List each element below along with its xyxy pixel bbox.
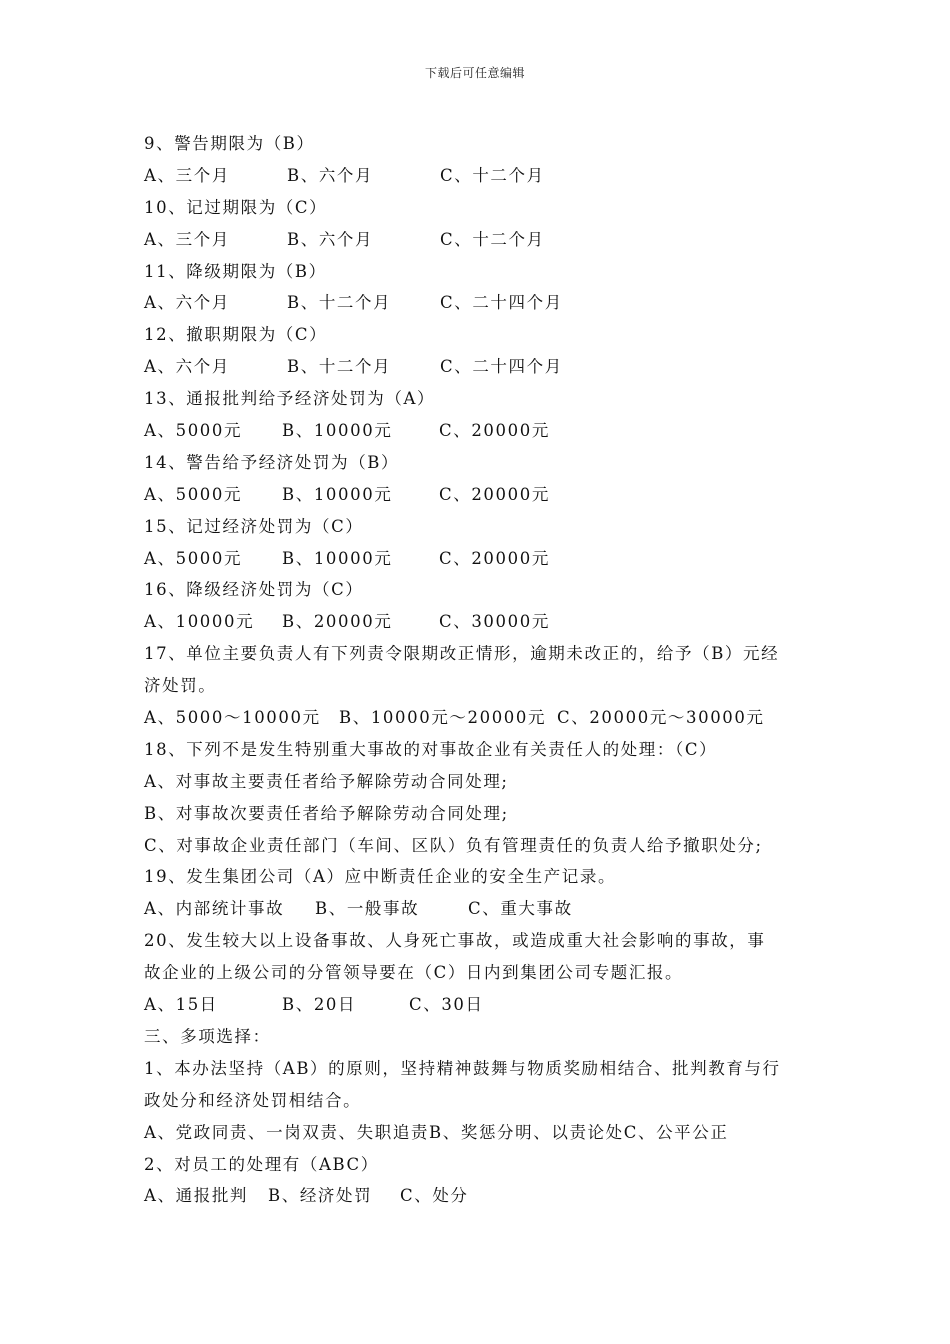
question-text: 10、记过期限为（C）: [144, 197, 328, 217]
option-c: C、十二个月: [440, 229, 545, 249]
question-options: [144, 989, 814, 1021]
option-a: A、六个月: [144, 293, 230, 313]
option-b: B、10000元: [282, 548, 393, 568]
option-a: A、5000～10000元: [144, 708, 321, 728]
option-b: B、一般事故: [315, 899, 420, 919]
option-b: B、10000元: [282, 421, 393, 441]
option-b: B、十二个月: [287, 293, 392, 313]
question-options: [144, 287, 814, 319]
question-9: [144, 128, 814, 192]
question-options: [144, 160, 814, 192]
section-title: 三、多项选择：: [144, 1026, 271, 1046]
option-a: A、通报批判: [144, 1186, 249, 1206]
question-text: 9、警告期限为（B）: [144, 134, 315, 153]
option-a: A、5000元: [144, 484, 243, 504]
question-20: [144, 925, 814, 1021]
question-14: [144, 447, 814, 511]
question-text: 1、本办法坚持（AB）的原则，坚持精神鼓舞与物质奖励相结合、批判教育与行: [144, 1058, 781, 1078]
question-17: [144, 638, 814, 734]
section-multiple-choice: [144, 1021, 814, 1212]
option-b: B、经济处罚: [268, 1186, 373, 1206]
option-b: B、10000元～20000元: [339, 708, 547, 728]
question-text: 11、降级期限为（B）: [144, 261, 327, 281]
option-c: C、二十四个月: [440, 293, 563, 313]
option-b: B、六个月: [287, 165, 374, 185]
question-18: [144, 734, 814, 862]
question-text-continued: 故企业的上级公司的分管领导要在（C）日内到集团公司专题汇报。: [144, 963, 684, 983]
question-options: [144, 351, 814, 383]
question-15: [144, 511, 814, 575]
question-10: [144, 192, 814, 256]
question-options: [144, 606, 814, 638]
option-c: C、20000元: [439, 484, 550, 504]
question-options: [144, 702, 814, 734]
option-a: A、三个月: [144, 165, 230, 185]
question-text: 20、发生较大以上设备事故、人身死亡事故，或造成重大社会影响的事故，事: [144, 931, 766, 951]
option-c: C、20000元: [439, 421, 550, 441]
question-options: [144, 893, 814, 925]
option-a: A、10000元: [144, 612, 255, 632]
option-c: C、30000元: [439, 612, 550, 632]
question-text: 18、下列不是发生特别重大事故的对事故企业有关责任人的处理：（C）: [144, 739, 718, 759]
question-options: A、党政同责、一岗双责、失职追责B、奖惩分明、以责论处C、公平公正: [144, 1122, 729, 1142]
question-13: [144, 383, 814, 447]
question-text: 17、单位主要负责人有下列责令限期改正情形，逾期未改正的，给予（B）元经: [144, 644, 780, 664]
option-b: B、六个月: [287, 229, 374, 249]
question-text: 13、通报批判给予经济处罚为（A）: [144, 389, 436, 409]
question-options: [144, 224, 814, 256]
question-11: [144, 256, 814, 320]
option-c: C、对事故企业责任部门（车间、区队）负有管理责任的负责人给予撤职处分;: [144, 835, 763, 855]
option-a: A、六个月: [144, 357, 230, 377]
question-text: 15、记过经济处罚为（C）: [144, 516, 364, 536]
option-b: B、对事故次要责任者给予解除劳动合同处理;: [144, 803, 509, 823]
option-b: B、10000元: [282, 484, 393, 504]
question-text: 16、降级经济处罚为（C）: [144, 580, 364, 600]
question-options: [144, 543, 814, 575]
question-text: 19、发生集团公司（A）应中断责任企业的安全生产记录。: [144, 867, 617, 887]
question-text: 14、警告给予经济处罚为（B）: [144, 452, 400, 472]
option-a: A、5000元: [144, 421, 243, 441]
option-a: A、内部统计事故: [144, 899, 285, 919]
option-a: A、5000元: [144, 548, 243, 568]
question-options: [144, 415, 814, 447]
option-c: C、二十四个月: [440, 357, 563, 377]
option-b: B、20日: [282, 995, 357, 1015]
option-a: A、对事故主要责任者给予解除劳动合同处理;: [144, 771, 509, 791]
question-options: [144, 479, 814, 511]
question-text: 2、对员工的处理有（ABC）: [144, 1154, 379, 1174]
question-text-continued: 政处分和经济处罚相结合。: [144, 1090, 362, 1110]
question-options: [144, 1180, 814, 1212]
option-c: C、重大事故: [468, 899, 573, 919]
option-c: C、20000元: [439, 548, 550, 568]
option-c: C、十二个月: [440, 165, 545, 185]
question-text: 12、撤职期限为（C）: [144, 325, 328, 345]
page-header: 下载后可任意编辑: [424, 66, 525, 80]
option-c: C、30日: [409, 995, 484, 1015]
question-16: [144, 574, 814, 638]
option-c: C、20000元～30000元: [557, 708, 765, 728]
multi-question-2: [144, 1149, 814, 1213]
question-12: [144, 319, 814, 383]
option-a: A、三个月: [144, 229, 230, 249]
document-body: [144, 128, 814, 1212]
question-19: [144, 861, 814, 925]
option-c: C、处分: [400, 1186, 469, 1206]
multi-question-1: [144, 1053, 814, 1149]
question-text-continued: 济处罚。: [144, 676, 217, 696]
option-a: A、15日: [144, 995, 218, 1015]
option-b: B、20000元: [282, 612, 393, 632]
option-b: B、十二个月: [287, 357, 392, 377]
